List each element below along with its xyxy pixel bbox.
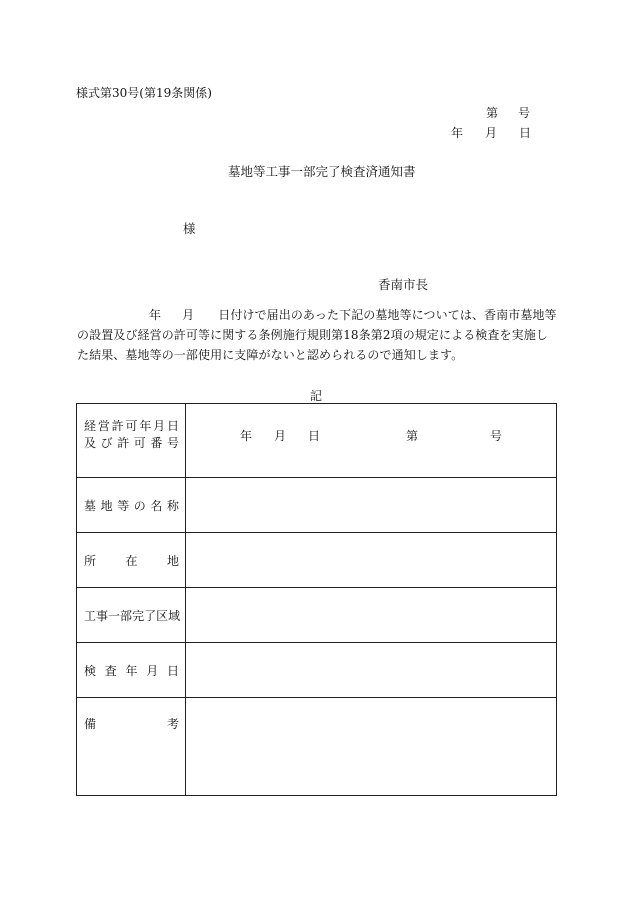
document-title: 墓地等工事一部完了検査済通知書 <box>228 164 416 179</box>
table-row <box>77 404 557 478</box>
permit-label-line1: 経 営 許 可 年 月 日 <box>84 419 179 433</box>
document-date-line <box>451 124 531 141</box>
inspection-date-label-cell <box>77 643 186 698</box>
record-table <box>76 403 557 796</box>
body-year: 年 <box>149 308 162 322</box>
location-label-cell <box>77 533 186 588</box>
body-text: 日付けで届出のあった下記の墓地等については、香南市墓地等の設置及び経営の許可等に関する条例施行規則第18条第2項の規定による検査を実施した結果、墓地等の一部使用に支障がないと認められるので通知します。 <box>77 308 557 362</box>
inspection-date-value-cell[interactable] <box>186 643 557 698</box>
cemetery-name-value-cell[interactable] <box>186 478 557 533</box>
addressee-suffix: 様 <box>183 221 196 236</box>
remarks-label-cell <box>77 698 186 796</box>
permit-label-line2: 及 び 許 可 番 号 <box>84 436 179 450</box>
number-prefix: 第 <box>486 106 499 120</box>
date-day: 日 <box>519 126 532 140</box>
number-suffix: 号 <box>518 106 531 120</box>
permit-number: 第 号 <box>406 429 503 443</box>
completed-area-label-cell <box>77 588 186 643</box>
table-row <box>77 533 557 588</box>
date-year: 年 <box>451 126 464 140</box>
document-number-line <box>486 104 530 121</box>
table-row <box>77 588 557 643</box>
completed-area-value-cell[interactable] <box>186 588 557 643</box>
completed-area-label: 工 事 一 部 完 了 区 域 <box>84 609 181 623</box>
table-row <box>77 643 557 698</box>
location-value-cell[interactable] <box>186 533 557 588</box>
cemetery-name-label: 墓 地 等 の 名 称 <box>84 499 179 513</box>
cemetery-name-label-cell <box>77 478 186 533</box>
table-row <box>77 698 557 796</box>
location-label: 所 在 地 <box>84 554 179 568</box>
table-row <box>77 478 557 533</box>
inspection-date-label: 検 査 年 月 日 <box>84 664 179 678</box>
record-mark: 記 <box>310 389 323 403</box>
date-month: 月 <box>485 126 498 140</box>
issuer-name: 香南市長 <box>378 277 429 292</box>
remarks-value-cell[interactable] <box>186 698 557 796</box>
remarks-label: 備 考 <box>84 717 179 731</box>
form-number-label: 様式第30号(第19条関係) <box>76 86 212 100</box>
permit-date: 年 月 日 <box>240 429 321 443</box>
permit-label-cell <box>77 404 186 478</box>
permit-value-cell[interactable] <box>186 404 557 478</box>
notice-body <box>77 305 557 365</box>
body-month: 月 <box>182 308 195 322</box>
